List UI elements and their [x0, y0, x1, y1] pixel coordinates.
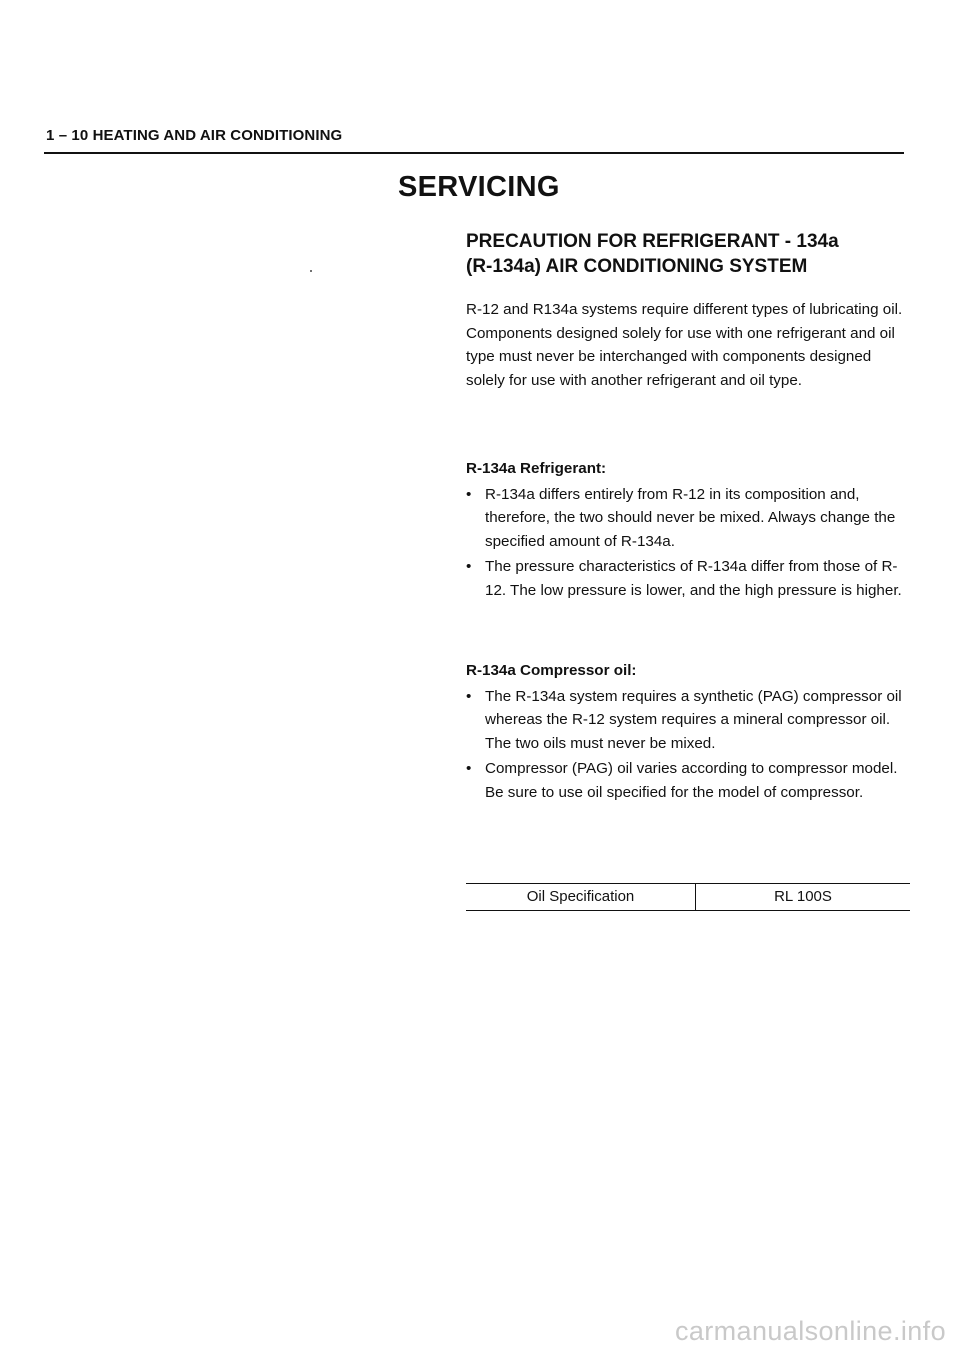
- subtitle-line-2: (R-134a) AIR CONDITIONING SYSTEM: [466, 256, 808, 277]
- oil-spec-table: [466, 883, 910, 911]
- refrigerant-bullet-list: [466, 483, 914, 603]
- page-header: 1 – 10 HEATING AND AIR CONDITIONING: [46, 127, 343, 144]
- compressor-oil-bullet-list: [466, 685, 914, 805]
- compressor-oil-heading: R-134a Compressor oil:: [466, 662, 637, 679]
- bullet-text: The pressure characteristics of R-134a differ from those of R-12. The low pressure is lower, and the high pressure is higher.: [485, 558, 902, 599]
- list-item: [466, 757, 914, 804]
- site-watermark: carmanualsonline.info: [674, 1316, 946, 1346]
- bullet-icon: •: [466, 760, 472, 777]
- bullet-text: Compressor (PAG) oil varies according to compressor model. Be sure to use oil specified for the model of compressor.: [485, 760, 898, 801]
- list-item: [466, 685, 914, 756]
- subtitle-line-1: PRECAUTION FOR REFRIGERANT - 134a: [466, 231, 839, 252]
- list-item: [466, 483, 914, 554]
- bullet-icon: •: [466, 558, 472, 575]
- refrigerant-heading: R-134a Refrigerant:: [466, 460, 607, 477]
- bullet-text: R-134a differs entirely from R-12 in its composition and, therefore, the two should never be mixed. Always change the specified amount of R-134a.: [485, 485, 896, 550]
- list-item: [466, 555, 914, 602]
- bullet-text: The R-134a system requires a synthetic (PAG) compressor oil whereas the R-12 system requires a mineral compressor oil. The two oils must never be mixed.: [485, 687, 902, 752]
- bullet-icon: •: [466, 485, 472, 503]
- header-rule: [44, 152, 904, 154]
- compressor-oil-section: [466, 659, 914, 806]
- oil-spec-label: Oil Specification: [526, 888, 635, 905]
- oil-spec-value: RL 100S: [774, 888, 832, 905]
- intro-paragraph: R-12 and R134a systems require different types of lubricating oil. Components designed solely for use with one refrigerant and oil type must never be interchanged with components designed solely for use with another refrigerant and oil type.: [466, 301, 903, 389]
- refrigerant-section: [466, 457, 914, 604]
- section-title: SERVICING: [398, 171, 560, 203]
- section-subtitle: [466, 229, 896, 279]
- bullet-icon: •: [466, 687, 472, 705]
- scan-speck: [310, 270, 312, 272]
